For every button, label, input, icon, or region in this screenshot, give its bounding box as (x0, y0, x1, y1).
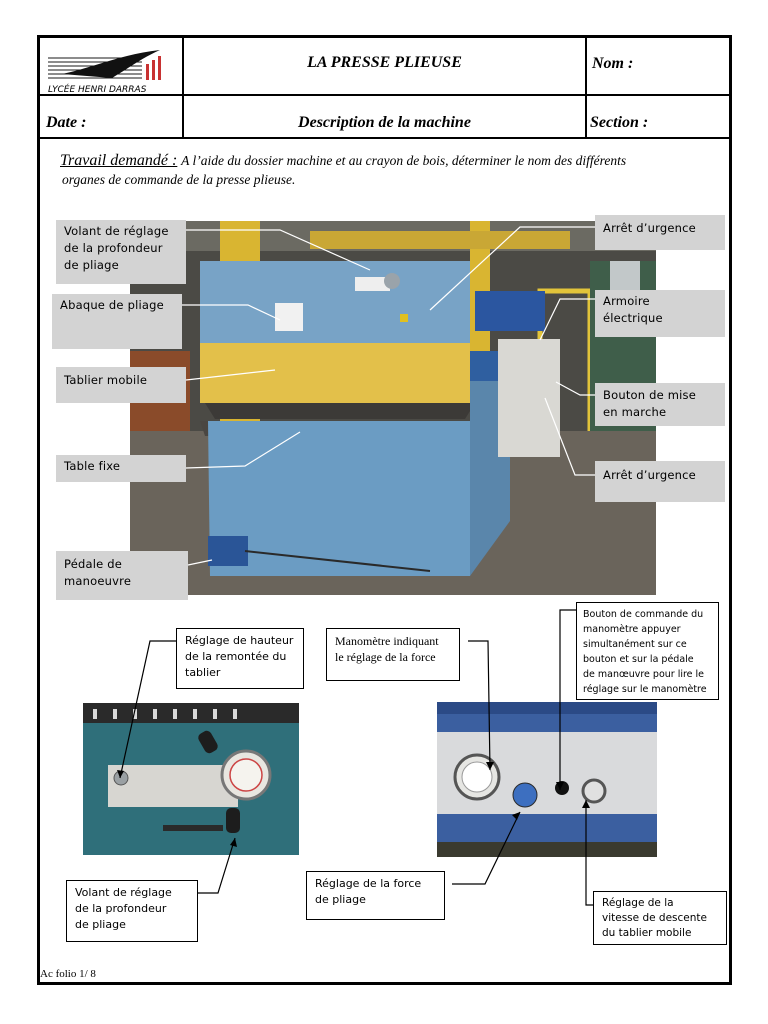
label-reglage-vitesse: Réglage de la vitesse de descente du tablier mobile (593, 891, 727, 945)
label-volant-profondeur-detail: Volant de réglage de la profondeur de pliage (66, 880, 198, 942)
label-tablier-mobile: Tablier mobile (56, 367, 186, 403)
label-arret-urgence-2: Arrêt d’urgence (595, 461, 725, 502)
label-armoire-electrique: Armoire électrique (595, 290, 725, 337)
detail-photo-right (437, 702, 657, 857)
name-label: Nom : (592, 55, 634, 72)
date-label: Date : (46, 114, 87, 131)
school-name: LYCÉE HENRI DARRAS (48, 85, 147, 95)
label-abaque-pliage: Abaque de pliage (52, 294, 182, 349)
label-volant-profondeur: Volant de réglage de la profondeur de pliage (56, 220, 186, 284)
instructions-line1: A l’aide du dossier machine et au crayon de bois, déterminer le nom des différents (181, 153, 627, 168)
label-table-fixe: Table fixe (56, 455, 186, 482)
instructions-heading: Travail demandé : (60, 152, 178, 169)
label-reglage-force: Réglage de la force de pliage (306, 871, 445, 920)
label-bouton-commande-manometre: Bouton de commande du manomètre appuyer simultanément sur ce bouton et sur la pédale de manœuvre pour lire le réglage sur le manomètre (576, 602, 719, 700)
label-manometre: Manomètre indiquant le réglage de la force (326, 628, 460, 681)
instructions-line2: organes de commande de la presse plieuse. (62, 172, 296, 187)
folio: Ac folio 1/ 8 (40, 968, 96, 980)
instructions (60, 152, 626, 170)
document-title: LA PRESSE PLIEUSE (307, 54, 462, 71)
detail-photo-left (83, 703, 299, 855)
label-bouton-marche: Bouton de mise en marche (595, 383, 725, 426)
label-arret-urgence-1: Arrêt d’urgence (595, 215, 725, 250)
header-divider-2 (37, 137, 732, 139)
press-brake-photo (130, 221, 656, 595)
label-pedale-manoeuvre: Pédale de manoeuvre (56, 551, 188, 600)
section-label: Section : (590, 114, 649, 131)
header-col-divider-2 (585, 35, 587, 139)
document-subtitle: Description de la machine (298, 114, 471, 131)
label-reglage-hauteur: Réglage de hauteur de la remontée du tablier (176, 628, 304, 689)
